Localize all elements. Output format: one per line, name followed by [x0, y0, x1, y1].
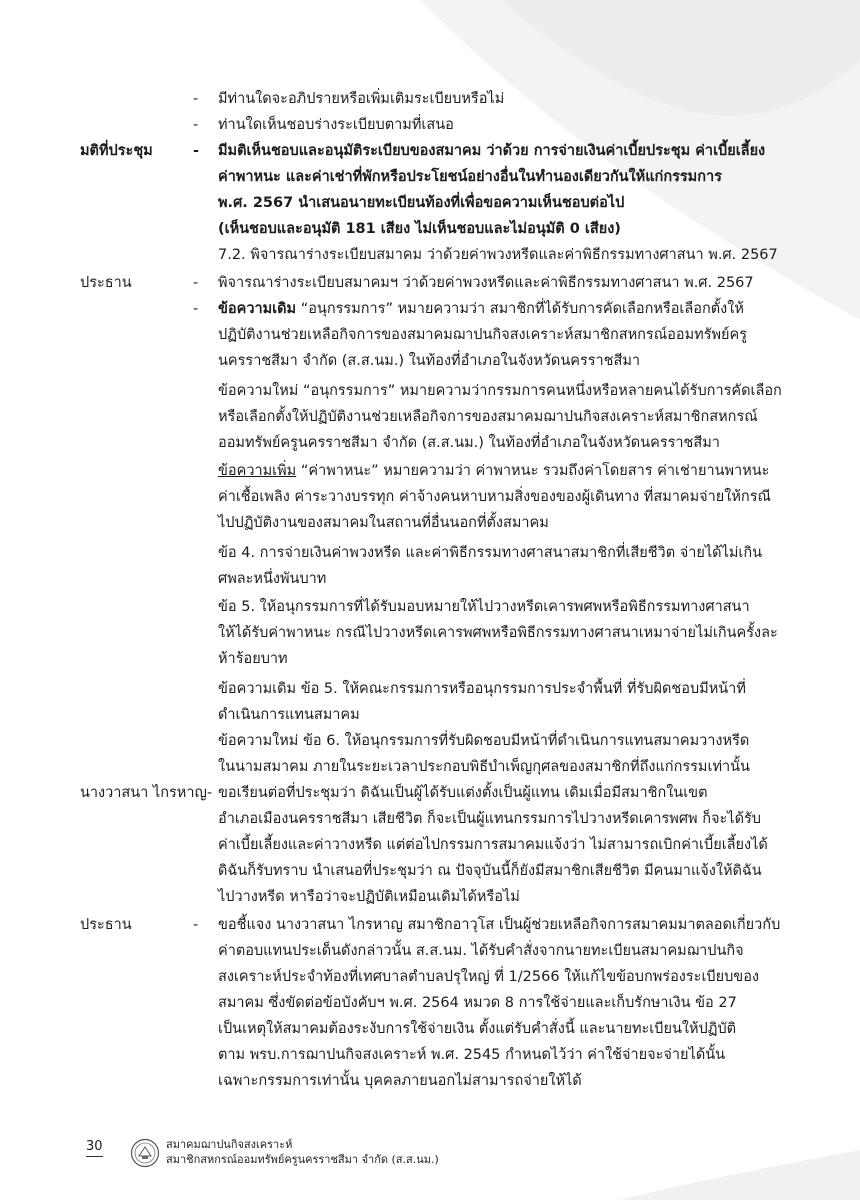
text-line: ขอเรียนต่อที่ประชุมว่า ดิฉันเป็นผู้ได้รับแต่งตั้งเป็นผู้แทน เดิมเมื่อมีสมาชิกในเขต	[218, 785, 708, 801]
dash: -	[193, 917, 199, 933]
text-line: ให้ได้รับค่าพาหนะ กรณีไปวางหรีดเคารพศพหรือพิธีกรรมทางศาสนาเหมาจ่ายไม่เกินครั้งละ	[218, 625, 778, 641]
text-line: 7.2. พิจารณาร่างระเบียบสมาคม ว่าด้วยค่าพวงหรีดและค่าพิธีกรรมทางศาสนา พ.ศ. 2567	[218, 247, 778, 263]
row	[80, 728, 770, 780]
page-footer	[0, 1135, 860, 1175]
lead-bold: ข้อความเดิม	[218, 301, 297, 317]
text-line: หรือเลือกตั้งให้ปฏิบัติงานช่วยเหลือกิจการของสมาคมฌาปนกิจสงเคราะห์สมาชิกสหกรณ์	[218, 409, 758, 425]
text-line: ขอชี้แจง นางวาสนา ไกรหาญ สมาชิกอาวุโส เป็นผู้ช่วยเหลือกิจการสมาคมมาตลอดเกี่ยวกับ	[218, 917, 781, 933]
text-line: พิจารณาร่างระเบียบสมาคมฯ ว่าด้วยค่าพวงหรีดและค่าพิธีกรรมทางศาสนา พ.ศ. 2567	[218, 275, 754, 291]
paragraph	[218, 594, 778, 672]
text-line: ปฏิบัติงานช่วยเหลือกิจการของสมาคมฌาปนกิจสงเคราะห์สมาชิกสหกรณ์ออมทรัพย์ครู	[218, 327, 748, 343]
text-line: ข้อความเดิม ข้อ 5. ให้คณะกรรมการหรืออนุกรรมการประจำพื้นที่ ที่รับผิดชอบมีหน้าที่	[218, 681, 746, 697]
text-line: ตาม พรบ.การฌาปนกิจสงเคราะห์ พ.ศ. 2545 กำหนดไว้ว่า ค่าใช้จ่ายจะจ่ายได้นั้น	[218, 1047, 726, 1063]
text-line: ข้อความใหม่ ข้อ 6. ให้อนุกรรมการที่รับผิดชอบมีหน้าที่ดำเนินการแทนสมาคมวางหรีด	[218, 733, 750, 749]
paragraph	[218, 242, 778, 268]
page-number: 30	[86, 1139, 103, 1157]
row	[80, 594, 778, 672]
speaker-label: ประธาน	[80, 917, 132, 933]
row	[80, 540, 770, 592]
text-line: ไปปฏิบัติงานของสมาคมในสถานที่อื่นนอกที่ตั้งสมาคม	[218, 515, 549, 531]
text-line: ดำเนินการแทนสมาคม	[218, 707, 360, 723]
row	[80, 270, 770, 296]
speaker-label: นางวาสนา ไกรหาญ-	[80, 785, 213, 801]
paragraph	[218, 912, 781, 1094]
text-line: เป็นเหตุให้สมาคมต้องระงับการใช้จ่ายเงิน ตั้งแต่รับคำสั่งนี้ และนายทะเบียนให้ปฏิบัติ	[218, 1021, 737, 1037]
text-line: สมาคม ซึ่งขัดต่อข้อบังคับฯ พ.ศ. 2564 หมวด 8 การใช้จ่ายและเก็บรักษาเงิน ข้อ 27	[218, 995, 737, 1011]
text-line: สงเคราะห์ประจำท้องที่เทศบาลตำบลปรุใหญ่ ที่ 1/2566 ให้แก้ไขข้อบกพร่องระเบียบของ	[218, 969, 760, 985]
association-line-2: สมาชิกสหกรณ์ออมทรัพย์ครูนครราชสีมา จำกัด (ส.ส.นม.)	[166, 1153, 439, 1166]
paragraph	[218, 780, 768, 910]
paragraph	[218, 540, 768, 592]
association-seal-icon	[130, 1138, 160, 1168]
text-span: “อนุกรรมการ” หมายความว่า สมาชิกที่ได้รับการคัดเลือกหรือเลือกตั้งให้	[296, 301, 744, 317]
text-line: มีท่านใดจะอภิปรายหรือเพิ่มเติมระเบียบหรือไม่	[218, 91, 505, 107]
dash: -	[193, 117, 199, 133]
paragraph	[218, 378, 782, 456]
text-line: ดิฉันก็รับทราบ นำเสนอที่ประชุมว่า ณ ปัจจุบันนี้ก็ยังมีสมาชิกเสียชีวิต มีคนมาแจ้งให้ดิฉัน	[218, 863, 762, 879]
paragraph	[218, 676, 768, 728]
agenda-item	[80, 242, 778, 268]
text-line: ค่าตอบแทนประเด็นดังกล่าวนั้น ส.ส.นม. ได้รับคำสั่งจากนายทะเบียนสมาคมฌาปนกิจ	[218, 943, 744, 959]
text-line	[218, 296, 768, 322]
paragraph	[218, 138, 768, 242]
row	[80, 86, 770, 112]
text-line: ค่าพาหนะ และค่าเช่าที่พักหรือประโยชน์อย่างอื่นในทำนองเดียวกันให้แก่กรรมการ	[218, 169, 722, 185]
text-line: นครราชสีมา จำกัด (ส.ส.นม.) ในท้องที่อำเภอในจังหวัดนครราชสีมา	[218, 353, 641, 369]
text-line: (เห็นชอบและอนุมัติ 181 เสียง ไม่เห็นชอบและไม่อนุมัติ 0 เสียง)	[218, 221, 621, 237]
paragraph	[218, 86, 768, 112]
paragraph	[218, 458, 771, 536]
text-line: ในนามสมาคม ภายในระยะเวลาประกอบพิธีบำเพ็ญกุศลของสมาชิกที่ถึงแก่กรรมเท่านั้น	[218, 759, 750, 775]
text-line: ค่าเบี้ยเลี้ยงและค่าวางหรีด แต่ต่อไปกรรมการสมาคมแจ้งว่า ไม่สามารถเบิกค่าเบี้ยเลี้ยงได้	[218, 837, 768, 853]
row	[80, 676, 770, 728]
paragraph	[218, 270, 768, 296]
dash: -	[193, 143, 200, 159]
lead-underline: ข้อความเพิ่ม	[218, 463, 297, 479]
paragraph	[218, 112, 768, 138]
association-name	[166, 1137, 439, 1167]
dash: -	[193, 275, 199, 291]
text-line: เฉพาะกรรมการเท่านั้น บุคคลภายนอกไม่สามารถจ่ายให้ได้	[218, 1073, 582, 1089]
text-line: อำเภอเมืองนครราชสีมา เสียชีวิต ก็จะเป็นผู้แทนกรรมการไปวางหรีดเคารพศพ ก็จะได้รับ	[218, 811, 761, 827]
text-line: ออมทรัพย์ครูนครราชสีมา จำกัด (ส.ส.นม.) ในท้องที่อำเภอในจังหวัดนครราชสีมา	[218, 435, 720, 451]
row	[80, 296, 770, 374]
paragraph	[218, 728, 768, 780]
dash: -	[193, 301, 199, 317]
speaker-label: ประธาน	[80, 275, 132, 291]
text-line: มีมติเห็นชอบและอนุมัติระเบียบของสมาคม ว่าด้วย การจ่ายเงินค่าเบี้ยประชุม ค่าเบี้ยเลี้ยง	[218, 143, 766, 159]
text-line: ห้าร้อยบาท	[218, 651, 288, 667]
text-line	[218, 458, 768, 484]
dash: -	[193, 91, 199, 107]
speaker-label: มติที่ประชุม	[80, 143, 153, 159]
row	[80, 112, 770, 138]
row	[80, 378, 782, 456]
resolution-row	[80, 138, 770, 242]
row	[80, 912, 781, 1094]
text-span: “ค่าพาหนะ” หมายความว่า ค่าพาหนะ รวมถึงค่าโดยสาร ค่าเช่ายานพาหนะ	[296, 463, 770, 479]
text-line: ไปวางหรีด หารือว่าจะปฏิบัติเหมือนเดิมได้หรือไม่	[218, 889, 520, 905]
text-line: ข้อ 5. ให้อนุกรรมการที่ได้รับมอบหมายให้ไปวางหรีดเคารพศพหรือพิธีกรรมทางศาสนา	[218, 599, 750, 615]
text-line: ค่าเชื้อเพลิง ค่าระวางบรรทุก ค่าจ้างคนหาบหามสิ่งของของผู้เดินทาง ที่สมาคมจ่ายให้กรณี	[218, 489, 771, 505]
row	[80, 780, 770, 910]
paragraph	[218, 296, 768, 374]
text-line: ท่านใดเห็นชอบร่างระเบียบตามที่เสนอ	[218, 117, 454, 133]
row	[80, 458, 770, 536]
association-line-1: สมาคมฌาปนกิจสงเคราะห์	[166, 1138, 293, 1151]
text-line: ข้อความใหม่ “อนุกรรมการ” หมายความว่ากรรมการคนหนึ่งหรือหลายคนได้รับการคัดเลือก	[218, 383, 782, 399]
text-line: พ.ศ. 2567 นำเสนอนายทะเบียนท้องที่เพื่อขอความเห็นชอบต่อไป	[218, 195, 625, 211]
text-line: ศพละหนึ่งพันบาท	[218, 571, 327, 587]
text-line: ข้อ 4. การจ่ายเงินค่าพวงหรีด และค่าพิธีกรรมทางศาสนาสมาชิกที่เสียชีวิต จ่ายได้ไม่เกิน	[218, 545, 763, 561]
